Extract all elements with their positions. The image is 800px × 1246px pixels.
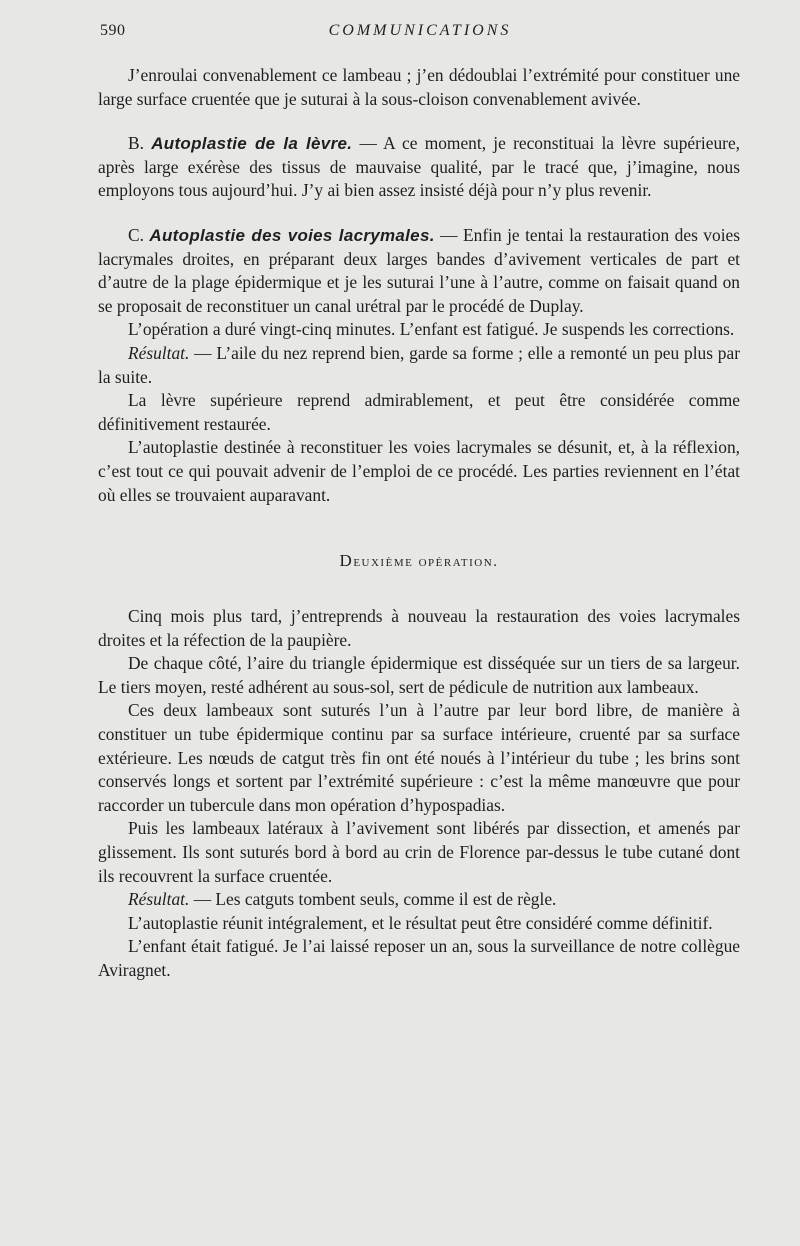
paragraph-puis: Puis les lambeaux latéraux à l’avivement sont libérés par dissection, et amenés par glissement. Ils sont suturés bord à bord au crin de Florence par-dessus le tube cutané dont ils recouvrent la surface cruentée.	[98, 818, 740, 886]
paragraph-enfant: L’enfant était fatigué. Je l’ai laissé reposer un an, sous la surveillance de notre collègue Aviragnet.	[98, 936, 740, 980]
page-header	[100, 22, 740, 44]
paragraph-autoplastie: L’autoplastie destinée à reconstituer les voies lacrymales se désunit, et, à la réflexion, c’est tout ce qui pouvait advenir de l’emploi de ce procédé. Les parties reviennent en l’état où elles se trouvaient auparavant.	[98, 437, 740, 505]
resultat-label-1: Résultat.	[128, 342, 190, 363]
section-b-title: Autoplastie de la lèvre.	[151, 134, 353, 154]
section-b-text: — A ce moment, je reconstituai la lèvre supérieure, après large exérèse des tissus de mauvaise qualité, par le tracé que, j’imagine, nous employons tous aujourd’hui. J’y ai bien assez insisté déjà pour n’y plus revenir.	[98, 133, 741, 201]
section-b-prefix: B.	[128, 133, 152, 154]
section-b-paragraph	[98, 132, 740, 203]
paragraph-cinq-mois: Cinq mois plus tard, j’entreprends à nouveau la restauration des voies lacrymales droites et la réfection de la paupière.	[98, 606, 740, 650]
page-body	[98, 64, 740, 983]
paragraph-chaque-cote: De chaque côté, l’aire du triangle épidermique est disséquée sur un tiers de sa largeur. Le tiers moyen, resté adhérent au sous-sol, sert de pédicule de nutrition aux lambeaux.	[98, 653, 740, 697]
section-c-title: Autoplastie des voies lacrymales.	[149, 225, 435, 245]
resultat-label-2: Résultat.	[128, 889, 190, 910]
running-title: COMMUNICATIONS	[328, 22, 512, 39]
section-c-prefix: C.	[128, 224, 150, 245]
resultat-text-2: — Les catguts tombent seuls, comme il est de règle.	[189, 889, 557, 910]
paragraph-resultat-2	[98, 888, 740, 912]
section-heading-deuxieme-operation: Deuxième opération.	[339, 551, 499, 571]
paragraph-reunit: L’autoplastie réunit intégralement, et le résultat peut être considéré comme définitif.	[128, 912, 713, 933]
section-c-text: — Enfin je tentai la restauration des voies lacrymales droites, en préparant deux larges bandes d’avivement verticales de part et d’autre de la plage épidermique et je les suturai l’une à l’autre, comme on faisait quand on se proposait de reconstituer un canal urétral par le procédé de Duplay.	[98, 224, 741, 316]
paragraph-levre: La lèvre supérieure reprend admirablement, et peut être considérée comme définitivement restaurée.	[98, 390, 740, 434]
section-c-paragraph	[98, 224, 740, 318]
resultat-text-1: — L’aile du nez reprend bien, garde sa forme ; elle a remonté un peu plus par la suite.	[98, 342, 740, 387]
paragraph-ces-deux: Ces deux lambeaux sont suturés l’un à l’autre par leur bord libre, de manière à constituer un tube épidermique continu par sa surface intérieure, cruenté par sa surface extérieure. Les nœuds de catgut très fin ont été noués à l’intérieur du tube ; les brins sont conservés longs et sortent par l’extrémité supérieure : c’est la même manœuvre que pour raccorder un tubercule dans mon opération d’hypospadias.	[98, 700, 740, 815]
paragraph-duree: L’opération a duré vingt-cinq minutes. L’enfant est fatigué. Je suspends les corrections.	[128, 319, 735, 340]
paragraph-enroulai: J’enroulai convenablement ce lambeau ; j’en dédoublai l’extrémité pour constituer une large surface cruentée que je suturai à la sous-cloison convenablement avivée.	[98, 65, 740, 109]
page-number: 590	[100, 22, 126, 39]
paragraph-resultat-1	[98, 342, 740, 389]
